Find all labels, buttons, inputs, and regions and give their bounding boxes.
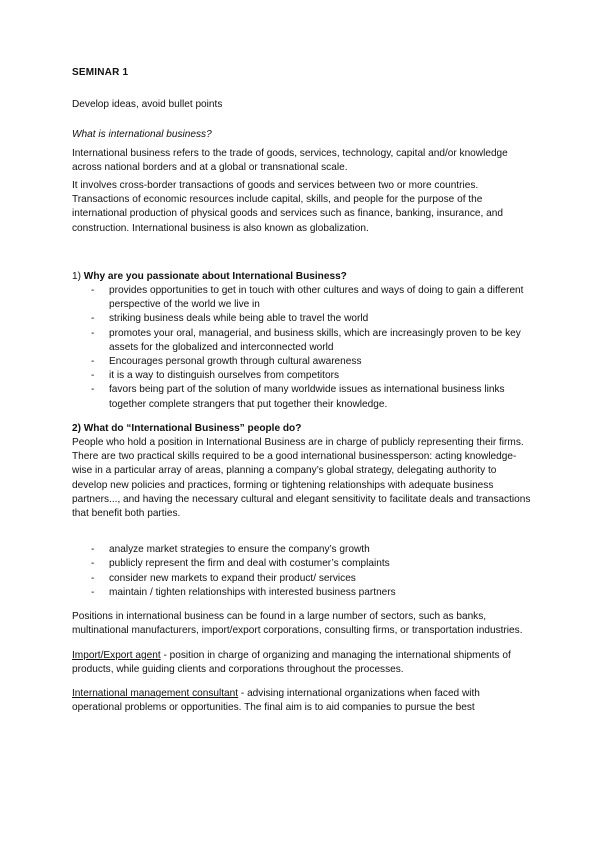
document-title: SEMINAR 1 bbox=[72, 67, 129, 78]
role-consultant-name: International management consultant bbox=[72, 687, 239, 699]
section1-list bbox=[72, 284, 532, 412]
list-item: - consider new markets to expand their product/ services bbox=[72, 572, 532, 586]
list-item: - promotes your oral, managerial, and business skills, which are increasingly proven to be key assets for the globalized and interconnected world bbox=[72, 327, 532, 355]
role-consultant-description: - advising international organizations when faced with operational problems or opportunities. The final aim is to aid companies to pursue the best bbox=[72, 687, 480, 714]
section2-heading: 2) What do “International Business” people do? bbox=[72, 422, 302, 434]
intro-paragraph-1: International business refers to the trade of goods, services, technology, capital and/or knowledge across national borders and at a global or transnational scale. bbox=[72, 147, 508, 173]
section1-heading bbox=[72, 270, 532, 284]
intro-paragraph-2: It involves cross-border transactions of goods and services between two or more countries. Transactions of economic resources include capital, skills, and people for the purpose of the international production of physical goods and services such as finance, banking, insurance, and construction. International business is also known as globalization. bbox=[72, 180, 503, 234]
section1-number: 1) bbox=[72, 270, 81, 282]
section2-list bbox=[72, 543, 532, 600]
intro-question: What is international business? bbox=[72, 129, 212, 141]
list-item: - striking business deals while being able to travel the world bbox=[72, 312, 532, 326]
role-consultant bbox=[72, 687, 532, 715]
list-item: - publicly represent the firm and deal with costumer’s complaints bbox=[72, 557, 532, 571]
role-import-export-description: - position in charge of organizing and managing the international shipments of products, while guiding clients and corporations throughout the processes. bbox=[72, 649, 511, 675]
positions-paragraph: Positions in international business can be found in a large number of sectors, such as banks, multinational manufacturers, import/export corporations, consulting firms, or transportation industries. bbox=[72, 611, 523, 637]
document-page bbox=[72, 66, 532, 715]
list-item: - analyze market strategies to ensure the company’s growth bbox=[72, 543, 532, 557]
list-item: - favors being part of the solution of many worldwide issues as international business links together complete strangers that put together their knowledge. bbox=[72, 383, 532, 411]
list-item: - maintain / tighten relationships with interested business partners bbox=[72, 586, 532, 600]
role-import-export bbox=[72, 649, 532, 677]
role-import-export-name: Import/Export agent bbox=[72, 649, 161, 661]
list-item: - provides opportunities to get in touch with other cultures and ways of doing to gain a different perspective of the world we live in bbox=[72, 284, 532, 312]
section1-heading-text: Why are you passionate about International Business? bbox=[83, 270, 347, 282]
document-subtitle: Develop ideas, avoid bullet points bbox=[72, 99, 223, 111]
list-item: - it is a way to distinguish ourselves from competitors bbox=[72, 369, 532, 383]
list-item: - Encourages personal growth through cultural awareness bbox=[72, 355, 532, 369]
section2-paragraph: People who hold a position in International Business are in charge of publicly representing their firms. There are two practical skills required to be a good international businessperson: acting knowledge-wise in a particular array of areas, planning a company’s global strategy, delegating authority to develop new policies and practices, forming or tightening relationships with adequate business partners..., and having the necessary cultural and elegant sensitivity to facilitate deals and transactions that benefit both parties. bbox=[72, 437, 531, 520]
